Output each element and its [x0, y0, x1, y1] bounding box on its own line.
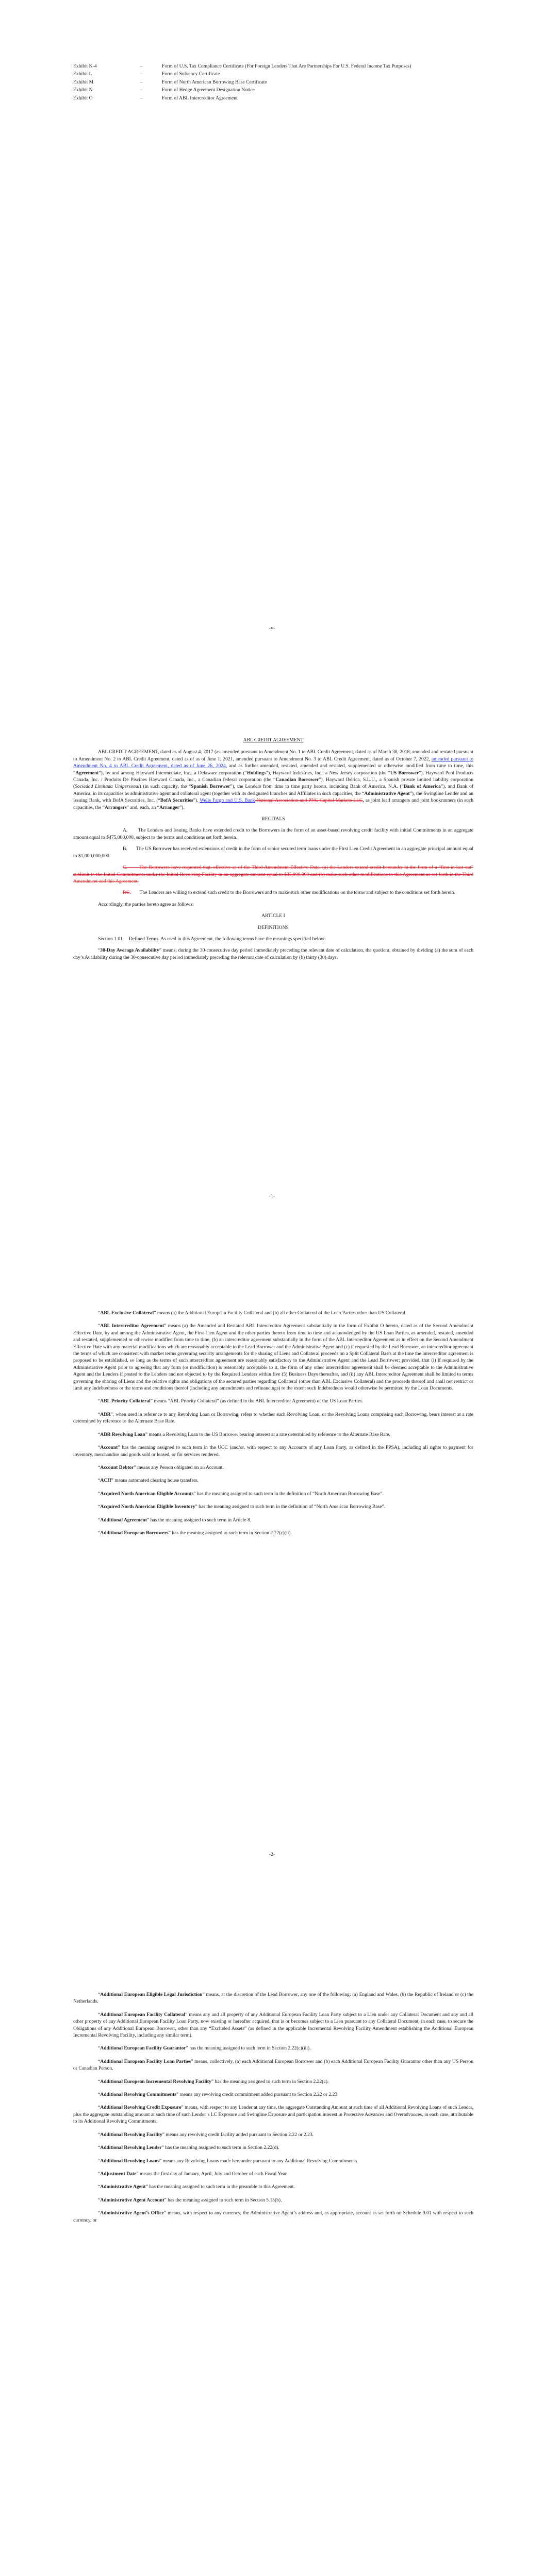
defined-term: Additional European Facility Guarantor [100, 2045, 186, 2052]
recital-a: A. The Lenders and Issuing Banks have extended credit to the Borrowers in the form of an asset-based revolving credit facility with initial Commitments in an aggregate amount equal to $475,000,000, subject to the terms and conditions set forth herein. [73, 827, 473, 840]
definition-text: means the first day of January, April, July and October of each Fiscal Year. [138, 2171, 288, 2177]
definition-text: means “ABL Priority Collateral” (as defined in the ABL Intercreditor Agreement) of the US Loan Parties. [153, 1398, 364, 1404]
exhibit-code: Exhibit K-4 [73, 63, 97, 69]
definition: “ABL Intercreditor Agreement” means (a) the Amended and Restated ABL Intercreditor Agreement substantially in the form of Exhibit O hereto, dated as of the Second Amendment Effective Date, by and among the Administrative Agent, the First Lien Agent and the other parties thereto from time to time and acknowledged by the US Loan Parties, as amended, restated, amended and restated, supplemented or otherwise modified from time to time, (b) an intercreditor agreement substantially in the form of the ABL Intercreditor Agreement as in effect on the Second Amendment Effective Date with any material modifications which are reasonably acceptable to the Lead Borrower and the Administrative Agent and (c) if requested by the Lead Borrower, an intercreditor agreement the terms of which are consistent with market terms governing security arrangements for the sharing of Liens and Collateral proceeds on a Split Collateral Basis at the time the intercreditor agreement is proposed to be established, so long as the terms of such intercreditor agreement are reasonably satisfactory to the Administrative Agent and the Lead Borrower; provided, that (i) if required by the Administrative Agent prior to agreeing that any form (or modification) is reasonably acceptable to it, the form of any other intercreditor agreement shall be deemed acceptable to the Administrative Agent and the Lenders if posted to the Lenders and not objected to by the Required Lenders within five (5) Business Days thereafter, and (ii) any ABL Intercreditor Agreement shall be limited to terms governing the sharing of Liens and the relative rights and obligations of the secured parties regarding Collateral (other than ABL Exclusive Collateral) and the proceeds thereof and shall not restrict or limit any Indebtedness or the terms and conditions thereof (including any amendments and refinancings) to the extent such Indebtedness would otherwise be permitted by the Loan Documents. [73, 1323, 474, 1392]
exhibit-dash: – [140, 63, 143, 69]
exhibit-desc: Form of U.S. Tax Compliance Certificate (For Foreign Lenders That Are Partnerships For U.S. Federal Income Tax Purposes) [162, 63, 411, 69]
definition-text: means automated clearing house transfers. [113, 1478, 199, 1484]
definition-text: means a Revolving Loan to the US Borrower bearing interest at a rate determined by reference to the Alternate Base Rate. [147, 1431, 390, 1437]
definition-text: has the meaning assigned to such term in Section 2.22(d). [163, 2145, 279, 2151]
defined-term: Administrative Agent’s Office [100, 2210, 164, 2216]
exhibit-desc: Form of Solvency Certificate [162, 71, 220, 77]
preamble: ABL CREDIT AGREEMENT, dated as of August 4, 2017 (as amended pursuant to Amendment No. 1 to ABL Credit Agreement, dated as of March 30, 2018, amended and restated pursuant to Amendment No. 2 to ABL Credit Agreement, dated as of as of June 1, 2021, amended pursuant to Amendment No. 3 to ABL Credit Agreement, dated as of October 7, 2022, amended pursuant to Amendment No. 4 to ABL Credit Agreement, dated as of June 26, 2024, and as further amended, restated, amended and restated, supplemented or otherwise modified from time to time, this “Agreement”), by and among Hayward Intermediate, Inc., a Delaware corporation (“Holdings”), Hayward Industries, Inc., a New Jersey corporation (the “US Borrower”), Hayward Pool Products Canada, Inc. / Produits De Piscines Hayward Canada, Inc., a Canadian federal corporation (the “Canadian Borrower”), Hayward Ibérica, S.L.U., a Spanish private limited liability corporation (Sociedad Limitada Unipersonal) (in such capacity, the “Spanish Borrower”), the Lenders from time to time party hereto, including Bank of America, N.A. (“Bank of America”), and Bank of America, in its capacities as administrative agent and collateral agent (together with its designated branches and Affiliates in such capacities, the “Administrative Agent”), the Swingline Lender and an Issuing Bank, with BofA Securities, Inc. (“BofA Securities”), Wells Fargo and U.S. Bank National Association and PNC Capital Markets LLC, as joint lead arrangers and joint bookrunners (in such capacities, the “Arrangers” and, each, an “Arranger”). [73, 749, 474, 810]
defined-term: ABL Intercreditor Agreement [100, 1323, 164, 1329]
definition-text: means any Person obligated on an Account. [136, 1464, 224, 1470]
definition-text: has the meaning assigned to such term in the definition of “North American Borrowing Base”. [195, 1490, 384, 1497]
definition: “Additional Revolving Facility” means any revolving credit facility added pursuant to Section 2.22 or 2.23. [98, 2131, 314, 2138]
defined-term: ABL Exclusive Collateral [100, 1310, 154, 1316]
exhibit-list [73, 63, 473, 103]
defined-term: Additional Revolving Lender [100, 2145, 162, 2151]
page-number: -2- [269, 1852, 275, 1857]
definition-text: means, during the 30-consecutive day period immediately preceding the relevant date of calculation, the quotient, obtained by dividing (a) the sum of each day’s Availability during the 30-consecutive day period immediately preceding the relevant date of calculation by (b) thirty (30) days. [73, 947, 473, 960]
definition-text: has the meaning assigned to such term in the definition of “North American Borrowing Base”. [197, 1504, 386, 1510]
defined-term: 30-Day Average Availability [100, 947, 159, 954]
exhibit-code: Exhibit O [73, 95, 93, 101]
definition: “Additional European Facility Collateral” means any and all property of any Additional European Facility Loan Party subject to a Lien under any Collateral Document and any and all other property of any Additional European Facility Loan Party, now existing or hereafter acquired, that is or becomes subject to a Lien pursuant to any Collateral Document, in each case, to secure the Obligations of any Additional European Borrower, other than any “Excluded Assets” (as defined in the applicable Incremental Revolving Facility Amendment establishing the Additional European Incremental Revolving Facility, including any similar term). [73, 2011, 474, 2039]
document-title: ABL CREDIT AGREEMENT [243, 737, 304, 743]
defined-term: Additional Revolving Facility [100, 2131, 162, 2138]
recitals-heading: RECITALS [261, 816, 285, 822]
definition: “Adjustment Date” means the first day of January, April, July and October of each Fiscal Year. [98, 2171, 288, 2177]
definition: “Additional Agreement” has the meaning assigned to such term in Article 8. [98, 1517, 252, 1523]
definition-text: has the meaning assigned to such term in Section 2.22(c)(ii). [170, 1530, 292, 1536]
defined-term: Additional European Facility Collateral [100, 2011, 186, 2018]
section-1-01: Section 1.01 Defined Terms. As used in this Agreement, the following terms have the meanings specified below: [98, 936, 326, 942]
definition: “ABR Revolving Loan” means a Revolving Loan to the US Borrower bearing interest at a rate determined by reference to the Alternate Base Rate. [98, 1431, 390, 1437]
exhibit-dash: – [140, 71, 143, 77]
definition-text: means (a) the Additional European Facility Collateral and (b) all other Collateral of the Loan Parties other than US Collateral. [156, 1310, 407, 1316]
defined-term: ABR Revolving Loan [100, 1431, 145, 1437]
exhibit-code: Exhibit L [73, 71, 92, 77]
definition: “Administrative Agent” has the meaning assigned to such term in the preamble to this Agreement. [98, 2184, 295, 2190]
defined-term: Additional European Borrowers [100, 1530, 169, 1536]
recital-b: B. The US Borrower has received extensions of credit in the form of senior secured term loans under the First Lien Credit Agreement in an aggregate principal amount equal to $1,000,000,000. [73, 846, 473, 859]
definition: “ACH” means automated clearing house transfers. [98, 1478, 199, 1484]
page-3-body [73, 1991, 473, 2230]
exhibit-row [73, 63, 473, 70]
definition: “Additional European Borrowers” has the meaning assigned to such term in Section 2.22(c)(ii). [98, 1530, 292, 1536]
definition: “Additional Revolving Credit Exposure” means, with respect to any Lender at any time, the aggregate Outstanding Amount at such time of all Additional Revolving Loans of such Lender, plus the aggregate outstanding amount at such time of such Lender’s LC Exposure and Swingline Exposure and participation interest in Protective Advances and Overadvances, in each case, attributable to its Additional Revolving Commitments. [73, 2105, 473, 2125]
definition: “Acquired North American Eligible Inventory” has the meaning assigned to such term in the definition of “North American Borrowing Base”. [98, 1504, 386, 1510]
definition: “Additional Revolving Commitments” means any revolving credit commitment added pursuant to Section 2.22 or 2.23. [98, 2092, 339, 2098]
definition: “Additional European Facility Guarantor” has the meaning assigned to such term in Section 2.22(c)(iii). [98, 2045, 311, 2052]
exhibit-desc: Form of North American Borrowing Base Certificate [162, 79, 267, 85]
page-number: -v- [269, 625, 275, 631]
exhibit-dash: – [140, 95, 143, 101]
exhibit-row [73, 87, 473, 93]
definition-text: means any revolving credit facility added pursuant to Section 2.22 or 2.23. [164, 2131, 314, 2138]
exhibit-row [73, 71, 473, 77]
recital-d: DC. The Lenders are willing to extend such credit to the Borrowers and to make such other modifications on the terms and subject to the conditions set forth herein. [123, 890, 455, 896]
definition-text: has the meaning assigned to such term in Section 2.22(c)(iii). [188, 2045, 311, 2052]
defined-term: Additional Revolving Loans [100, 2158, 159, 2164]
definition-text: means, at the discretion of the Lead Borrower, any one of the following: (a) England and Wales, (b) the Republic of Ireland or (c) the Netherlands. [73, 1992, 473, 2005]
definition-text: means any revolving credit commitment added pursuant to Section 2.22 or 2.23. [178, 2092, 339, 2098]
definition: “Additional European Eligible Legal Jurisdiction” means, at the discretion of the Lead Borrower, any one of the following: (a) England and Wales, (b) the Republic of Ireland or (c) the Netherlands. [73, 1992, 473, 2005]
defined-term: Acquired North American Eligible Accounts [100, 1490, 194, 1497]
exhibit-row [73, 79, 473, 86]
definition-text: , when used in reference to any Revolving Loan or Borrowing, refers to whether such Revolving Loan, or the Revolving Loans comprising such Borrowing, bears interest at a rate determined by reference to the Alternate Base Rate. [73, 1411, 473, 1425]
definition-text: means any Revolving Loans made hereunder pursuant to any Additional Revolving Commitments. [161, 2158, 358, 2164]
definition: “Additional European Incremental Revolving Facility” has the meaning assigned to such term in Section 2.22(c). [98, 2078, 329, 2084]
definition: “Administrative Agent’s Office” means, with respect to any currency, the Administrative Agent’s address and, as appropriate, account as set forth on Schedule 9.01 with respect to such currency, or [73, 2210, 474, 2223]
definition: “Acquired North American Eligible Accounts” has the meaning assigned to such term in the definition of “North American Borrowing Base”. [98, 1490, 384, 1497]
exhibit-desc: Form of Hedge Agreement Designation Notice [162, 87, 255, 93]
exhibit-dash: – [140, 87, 143, 93]
exhibit-desc: Form of ABL Intercreditor Agreement [162, 95, 238, 101]
definition-text: has the meaning assigned to such term in Article 8. [149, 1517, 252, 1523]
page-2-body [73, 1310, 473, 1543]
definition: “30-Day Average Availability” means, during the 30-consecutive day period immediately preceding the relevant date of calculation, the quotient, obtained by dividing (a) the sum of each day’s Availability during the 30-consecutive day period immediately preceding the relevant date of calculation by (b) thirty (30) days. [73, 947, 473, 960]
defined-term: Account Debtor [100, 1464, 134, 1470]
definition: “Administrative Agent Account” has the meaning assigned to such term in Section 5.15(b). [98, 2197, 282, 2203]
recital-c: C. The Borrowers have requested that, effective as of the Third Amendment Effective Date, (a) the Lenders extend credit hereunder in the form of a “first in last out” sublimit to the Initial Commitments under the Initial Revolving Facility in an aggregate amount equal to $35,000,000 and (b) make such other modifications to this Agreement as set forth in the Third Amendment and this Agreement. [73, 865, 473, 884]
definition: “Additional European Facility Loan Parties” means, collectively, (a) each Additional European Borrower and (b) each Additional European Facility Guarantor other than any US Person or Canadian Person. [73, 2058, 473, 2072]
definition-text: means, collectively, (a) each Additional European Borrower and (b) each Additional European Facility Guarantor other than any US Person or Canadian Person. [73, 2058, 473, 2072]
definition: “ABR”, when used in reference to any Revolving Loan or Borrowing, refers to whether such Revolving Loan, or the Revolving Loans comprising such Borrowing, bears interest at a rate determined by reference to the Alternate Base Rate. [73, 1411, 473, 1425]
article-heading: ARTICLE I [261, 913, 285, 919]
definition: “ABL Exclusive Collateral” means (a) the Additional European Facility Collateral and (b) all other Collateral of the Loan Parties other than US Collateral. [98, 1310, 407, 1316]
defined-term: Additional European Eligible Legal Jurisdiction [100, 1992, 203, 1997]
exhibit-row [73, 95, 473, 101]
agreement-clause: Accordingly, the parties hereto agree as follows: [98, 901, 194, 907]
definition: “Account” has the meaning assigned to such term in the UCC (and/or, with respect to any Accounts of any Loan Party, as defined in the PPSA), including all rights to payment for inventory, merchandise and goods sold or leased, or for services rendered. [73, 1445, 473, 1458]
defined-term: ABL Priority Collateral [100, 1398, 151, 1404]
defined-term: Additional Agreement [100, 1517, 147, 1523]
definition-text: has the meaning assigned to such term in Section 5.15(b). [166, 2197, 282, 2203]
definition: “Additional Revolving Loans” means any Revolving Loans made hereunder pursuant to any Additional Revolving Commitments. [98, 2158, 358, 2164]
definition-text: has the meaning assigned to such term in Section 2.22(c). [213, 2078, 329, 2084]
defined-term: Adjustment Date [100, 2171, 137, 2177]
defined-term: Acquired North American Eligible Inventory [100, 1504, 195, 1510]
definition-text: means, with respect to any currency, the Administrative Agent’s address and, as appropriate, account as set forth on Schedule 9.01 with respect to such currency, or [73, 2210, 474, 2223]
page-1-body [73, 737, 473, 967]
definition: “Account Debtor” means any Person obligated on an Account. [98, 1464, 224, 1470]
defined-term: Additional European Facility Loan Parties [100, 2058, 191, 2064]
exhibit-dash: – [140, 79, 143, 85]
defined-term: Additional Revolving Credit Exposure [100, 2105, 182, 2111]
defined-term: Additional Revolving Commitments [100, 2092, 176, 2098]
defined-term: Account [100, 1445, 118, 1451]
defined-term: ABR [100, 1411, 111, 1417]
definition-text: has the meaning assigned to such term in the preamble to this Agreement. [147, 2184, 295, 2190]
definition-text: means (a) the Amended and Restated ABL Intercreditor Agreement substantially in the form of Exhibit O hereto, dated as of the Second Amendment Effective Date, by and among the Administrative Agent, the First Lien Agent and the other parties thereto from time to time and acknowledged by the US Loan Parties, as amended, restated, amended and restated, supplemented or otherwise modified from time to time, (b) an intercreditor agreement substantially in the form of the ABL Intercreditor Agreement as in effect on the Second Amendment Effective Date with any material modifications which are reasonably acceptable to the Lead Borrower and the Administrative Agent and (c) if requested by the Lead Borrower, an intercreditor agreement the terms of which are consistent with market terms governing security arrangements for the sharing of Liens and Collateral proceeds on a Split Collateral Basis at the time the intercreditor agreement is proposed to be established, so long as the terms of such intercreditor agreement are reasonably satisfactory to the Administrative Agent and the Lead Borrower; provided, that (i) if required by the Administrative Agent prior to agreeing that any form (or modification) is reasonably acceptable to it, the form of any other intercreditor agreement shall be deemed acceptable to the Administrative Agent and the Lenders if posted to the Lenders and not objected to by the Required Lenders within five (5) Business Days thereafter, and (ii) any ABL Intercreditor Agreement shall be limited to terms governing the sharing of Liens and the relative rights and obligations of the secured parties regarding Collateral (other than ABL Exclusive Collateral) and the proceeds thereof and shall not restrict or limit any Indebtedness or the terms and conditions thereof (including any amendments and refinancings) to the extent such Indebtedness would otherwise be permitted by the Loan Documents. [73, 1323, 474, 1392]
defined-term: ACH [100, 1478, 111, 1484]
definition: “Additional Revolving Lender” has the meaning assigned to such term in Section 2.22(d). [98, 2145, 279, 2151]
exhibit-code: Exhibit M [73, 79, 94, 85]
exhibit-code: Exhibit N [73, 87, 93, 93]
definition: “ABL Priority Collateral” means “ABL Priority Collateral” (as defined in the ABL Intercreditor Agreement) of the US Loan Parties. [98, 1398, 364, 1404]
definition-text: has the meaning assigned to such term in the UCC (and/or, with respect to any Accounts of any Loan Party, as defined in the PPSA), including all rights to payment for inventory, merchandise and goods sold or leased, or for services rendered. [73, 1445, 473, 1458]
page-number: -1- [269, 1193, 275, 1199]
defined-term: Administrative Agent [100, 2184, 146, 2190]
definition-text: means any and all property of any Additional European Facility Loan Party subject to a Lien under any Collateral Document and any and all other property of any Additional European Facility Loan Party, now existing or hereafter acquired, that is or becomes subject to a Lien pursuant to any Collateral Document, in each case, to secure the Obligations of any Additional European Borrower, other than any “Excluded Assets” (as defined in the applicable Incremental Revolving Facility Amendment establishing the Additional European Incremental Revolving Facility, including any similar term). [73, 2011, 474, 2039]
article-title: DEFINITIONS [258, 924, 289, 930]
defined-term: Administrative Agent Account [100, 2197, 164, 2203]
definition-text: means, with respect to any Lender at any time, the aggregate Outstanding Amount at such time of all Additional Revolving Loans of such Lender, plus the aggregate outstanding amount at such time of such Lender’s LC Exposure and Swingline Exposure and participation interest in Protective Advances and Overadvances, in each case, attributable to its Additional Revolving Commitments. [73, 2105, 473, 2125]
defined-term: Additional European Incremental Revolving Facility [100, 2078, 211, 2084]
